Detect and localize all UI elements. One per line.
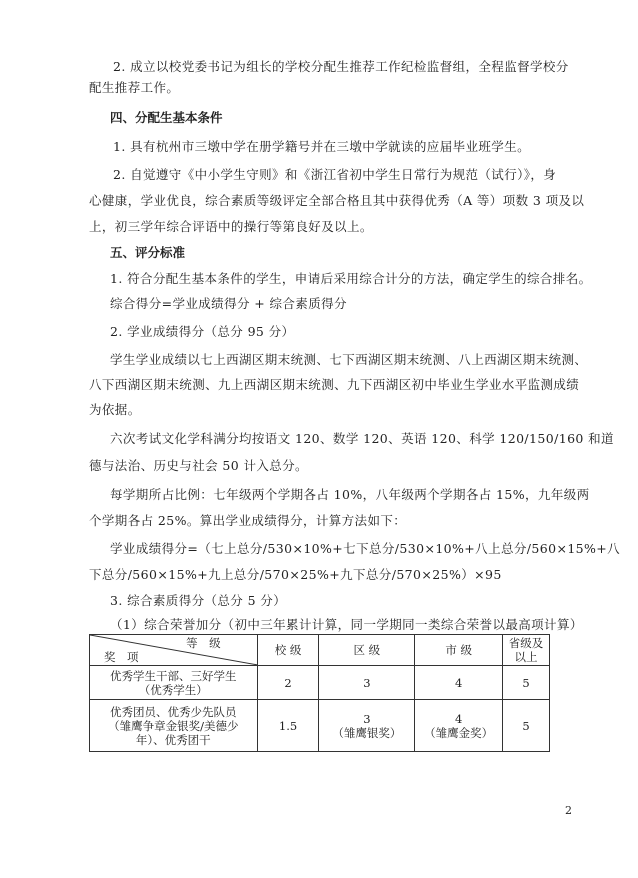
table-header-row: [90, 635, 550, 666]
paragraph-line: 个学期各占 25%。算出学业成绩得分，计算方法如下：: [89, 513, 407, 528]
paragraph-line: 心健康，学业优良，综合素质等级评定全部合格且其中获得优秀（A 等）项数 3 项及以: [89, 193, 585, 208]
corner-label-level: 等 级: [186, 636, 221, 650]
column-header: 省级及 以上: [503, 635, 550, 666]
honor-points-table: [89, 634, 550, 752]
table-row: [90, 700, 550, 752]
corner-label-award: 奖 项: [104, 650, 139, 664]
table-cell: 3 （雏鹰银奖）: [319, 700, 415, 752]
table-caption: （1）综合荣誉加分（初中三年累计计算，同一学期同一类综合荣誉以最高项计算）: [110, 617, 583, 632]
paragraph-line: 德与法治、历史与社会 50 计入总分。: [89, 458, 308, 473]
paragraph-line: 为依据。: [89, 402, 141, 417]
formula-line: 下总分/560×15%+九上总分/570×25%+九下总分/570×25%）×95: [89, 567, 502, 582]
table-cell: 3: [319, 666, 415, 700]
paragraph-line: 2. 学业成绩得分（总分 95 分）: [110, 324, 295, 339]
paragraph-line: 上，初三学年综合评语中的操行等第良好及以上。: [89, 219, 373, 234]
formula-line: 综合得分=学业成绩得分 + 综合素质得分: [110, 296, 347, 311]
page-number: 2: [565, 804, 572, 817]
table-cell: 5: [503, 700, 550, 752]
column-header: 市 级: [415, 635, 503, 666]
table-cell: 2: [257, 666, 319, 700]
section-heading: 四、分配生基本条件: [110, 110, 223, 125]
paragraph-line: 2. 成立以校党委书记为组长的学校分配生推荐工作纪检监督组，全程监督学校分: [113, 59, 569, 74]
table-cell: 1.5: [257, 700, 319, 752]
paragraph-line: 六次考试文化学科满分均按语文 120、数学 120、英语 120、科学 120/150/160 和道: [110, 431, 614, 446]
paragraph-line: 配生推荐工作。: [89, 80, 180, 95]
paragraph-line: 1. 符合分配生基本条件的学生，申请后采用综合计分的方法，确定学生的综合排名。: [110, 271, 592, 286]
paragraph-line: 八下西湖区期末统测、九上西湖区期末统测、九下西湖区初中毕业生学业水平监测成绩: [89, 377, 580, 392]
column-header: 区 级: [319, 635, 415, 666]
column-header: 校 级: [257, 635, 319, 666]
table-row: [90, 666, 550, 700]
paragraph-line: 2. 自觉遵守《中小学生守则》和《浙江省初中学生日常行为规范（试行）》，身: [113, 167, 557, 182]
paragraph-line: 学生学业成绩以七上西湖区期末统测、七下西湖区期末统测、八上西湖区期末统测、: [110, 352, 588, 367]
section-heading: 五、评分标准: [110, 245, 186, 260]
row-label: 优秀学生干部、三好学生 （优秀学生）: [90, 666, 258, 700]
paragraph-line: 3. 综合素质得分（总分 5 分）: [110, 593, 287, 608]
table-cell: 4: [415, 666, 503, 700]
table-corner-cell: [90, 635, 258, 666]
paragraph-line: 1. 具有杭州市三墩中学在册学籍号并在三墩中学就读的应届毕业班学生。: [113, 139, 531, 154]
paragraph-line: 每学期所占比例：七年级两个学期各占 10%，八年级两个学期各占 15%，九年级两: [110, 487, 590, 502]
table-cell: 5: [503, 666, 550, 700]
row-label: 优秀团员、优秀少先队员 （雏鹰争章金银奖/美德少 年）、优秀团干: [90, 700, 258, 752]
formula-line: 学业成绩得分=（七上总分/530×10%+七下总分/530×10%+八上总分/560×15%+八: [110, 541, 621, 556]
table-cell: 4 （雏鹰金奖）: [415, 700, 503, 752]
